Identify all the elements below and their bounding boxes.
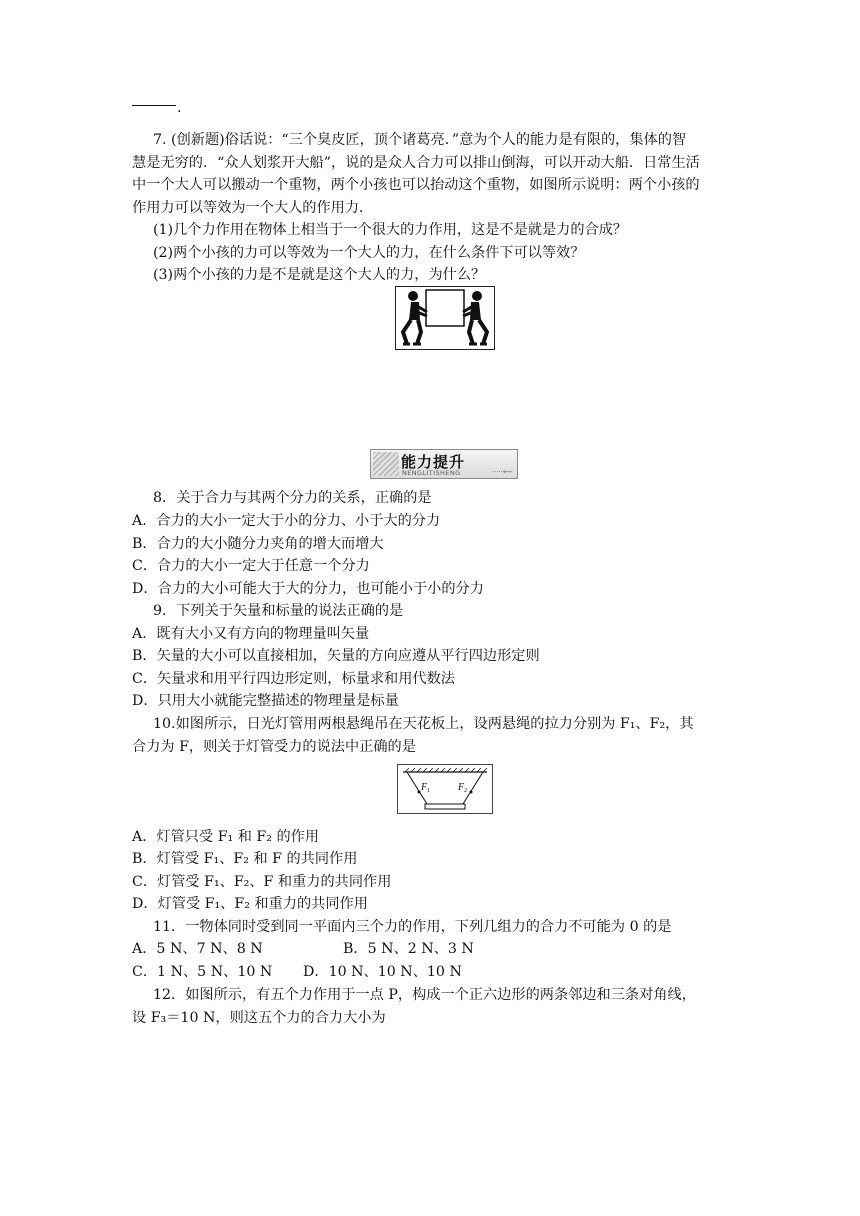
q7-line-4: 作用力可以等效为一个大人的作用力． (132, 200, 374, 216)
q9-option-c: C．矢量求和用平行四边形定则，标量求和用代数法 (132, 671, 455, 687)
q10-option-a: A．灯管只受 F₁ 和 F₂ 的作用 (132, 829, 320, 845)
q9-option-d: D．只用大小就能完整描述的物理量是标量 (132, 693, 399, 709)
force-label-f2: F (458, 782, 465, 793)
blank-period: . (177, 100, 182, 116)
answer-blank (132, 105, 176, 106)
q10-line-2: 合力为 F，则关于灯管受力的说法中正确的是 (132, 739, 416, 755)
section-title: 能力提升 (401, 453, 466, 471)
q11-option-d: D．10 N、10 N、10 N (303, 964, 462, 980)
section-banner-ability (370, 449, 518, 479)
q11-stem: 11．一物体同时受到同一平面内三个力的作用，下列几组力的合力不可能为 0 的是 (153, 919, 672, 935)
q9-stem: 9．下列关于矢量和标量的说法正确的是 (153, 603, 404, 619)
q7-sub-1: (1)几个力作用在物体上相当于一个很大的力作用，这是不是就是力的合成？ (153, 222, 628, 238)
force-label-f1: F (421, 782, 428, 793)
q8-option-d: D．合力的大小可能大于大的分力，也可能小于小的分力 (132, 581, 484, 597)
q8-option-c: C．合力的大小一定大于任意一个分力 (132, 558, 370, 574)
q9-option-b: B．矢量的大小可以直接相加，矢量的方向应遵从平行四边形定则 (132, 648, 540, 664)
q7-sub-2: (2)两个小孩的力可以等效为一个大人的力，在什么条件下可以等效？ (153, 245, 585, 261)
q7-sub-3: (3)两个小孩的力是不是就是这个大人的力，为什么？ (153, 267, 486, 283)
q10-option-c: C．灯管受 F₁、F₂、F 和重力的共同作用 (132, 874, 392, 890)
force-label-f1-sub: 1 (427, 788, 430, 794)
q9-option-a: A．既有大小又有方向的物理量叫矢量 (132, 626, 370, 642)
dotted-arrow-icon: ·····⟵ (491, 468, 513, 476)
q8-stem: 8．关于合力与其两个分力的关系，正确的是 (153, 490, 432, 506)
force-label-f2-sub: 2 (464, 788, 467, 794)
q11-option-c: C．1 N、5 N、10 N (132, 964, 273, 980)
q11-option-b: B．5 N、2 N、3 N (343, 941, 474, 957)
notebook-chip-icon (373, 452, 399, 476)
children-carrying-figure (395, 286, 495, 350)
q8-option-a: A．合力的大小一定大于小的分力、小于大的分力 (132, 513, 441, 529)
lamp-tube-figure (397, 764, 493, 814)
q8-option-b: B．合力的大小随分力夹角的增大而增大 (132, 536, 384, 552)
q10-option-d: D．灯管受 F₁、F₂ 和重力的共同作用 (132, 896, 368, 912)
q12-line-2: 设 F₃＝10 N，则这五个力的合力大小为 (132, 1010, 386, 1026)
q7-line-1: 7. (创新题)俗话说：“三个臭皮匠，顶个诸葛亮．”意为个人的能力是有限的，集体的智 (153, 132, 687, 148)
section-subtitle: NENGLITISHENG (402, 469, 461, 477)
q10-option-b: B．灯管受 F₁、F₂ 和 F 的共同作用 (132, 851, 358, 867)
q12-line-1: 12．如图所示，有五个力作用于一点 P，构成一个正六边形的两条邻边和三条对角线， (153, 987, 696, 1003)
q7-line-2: 慧是无穷的．“众人划浆开大船”，说的是众人合力可以排山倒海，可以开动大船．日常生活 (132, 155, 700, 171)
q11-option-a: A．5 N、7 N、8 N (132, 941, 263, 957)
q7-line-3: 中一个大人可以搬动一个重物，两个小孩也可以抬动这个重物，如图所示说明：两个小孩的 (132, 177, 700, 193)
q10-line-1: 10.如图所示，日光灯管用两根悬绳吊在天花板上，设两悬绳的拉力分别为 F₁、F₂，其 (153, 716, 694, 732)
